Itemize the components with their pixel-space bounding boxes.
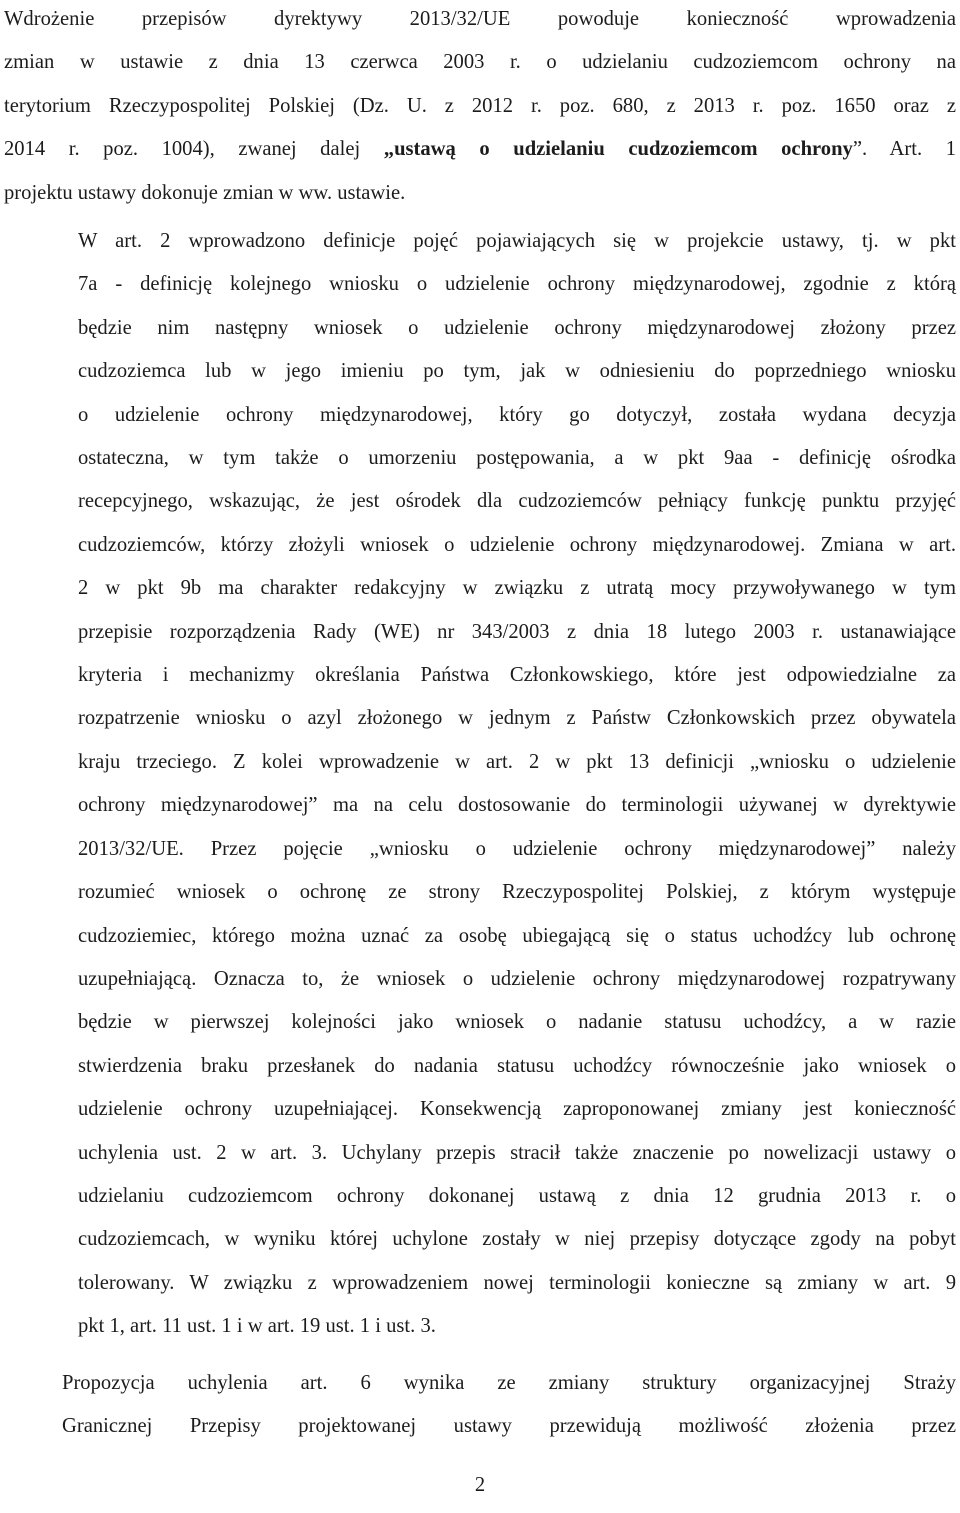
paragraph-line: W art. 2 wprowadzono definicje pojęć pojawiających się w projekcie ustawy, tj. w pkt [78, 230, 956, 252]
paragraph-art-6 [4, 1362, 956, 1449]
paragraph-art-2 [4, 220, 956, 1349]
paragraph-intro [4, 0, 956, 215]
paragraph-line: tolerowany. W związku z wprowadzeniem nowej terminologii konieczne są zmiany w art. 9 [78, 1271, 956, 1294]
paragraph-line: uzupełniającą. Oznacza to, że wniosek o udzielenie ochrony międzynarodowej rozpatrywany [78, 967, 956, 990]
paragraph-line: cudzoziemiec, którego można uznać za osobę ubiegającą się o status uchodźcy lub ochronę [78, 924, 956, 947]
paragraph-line: udzielaniu cudzoziemcom ochrony dokonanej ustawą z dnia 12 grudnia 2013 r. o [78, 1184, 956, 1207]
paragraph-line: projektu ustawy dokonuje zmian w ww. ustawie. [4, 181, 406, 204]
paragraph-line: rozpatrzenie wniosku o azyl złożonego w jednym z Państw Członkowskich przez obywatela [78, 707, 956, 730]
paragraph-line: 2013/32/UE. Przez pojęcie „wniosku o udzielenie ochrony międzynarodowej” należy [78, 837, 956, 860]
paragraph-line: będzie w pierwszej kolejności jako wniosek o nadanie statusu uchodźcy, a w razie [78, 1011, 956, 1034]
paragraph-line: stwierdzenia braku przesłanek do nadania statusu uchodźcy równocześnie jako wniosek o [78, 1054, 956, 1077]
paragraph-line: cudzoziemcach, w wyniku której uchylone zostały w niej przepisy dotyczące zgody na pobyt [78, 1228, 956, 1251]
paragraph-line: pkt 1, art. 11 ust. 1 i w art. 19 ust. 1 i ust. 3. [78, 1315, 436, 1338]
paragraph-line: 7a - definicję kolejnego wniosku o udzielenie ochrony międzynarodowej, zgodnie z którą [78, 273, 956, 296]
paragraph-line: Granicznej Przepisy projektowanej ustawy przewidują możliwość złożenia przez [62, 1415, 956, 1438]
page-number: 2 [474, 1474, 486, 1496]
paragraph-line: recepcyjnego, wskazując, że jest ośrodek dla cudzoziemców pełniący funkcję punktu przyjęć [78, 490, 956, 513]
paragraph-line: ostateczna, w tym także o umorzeniu postępowania, a w pkt 9aa - definicję ośrodka [78, 447, 956, 470]
bold-term: „ustawą o udzielaniu cudzoziemcom ochrony [383, 138, 853, 161]
paragraph-line: uchylenia ust. 2 w art. 3. Uchylany przepis stracił także znaczenie po nowelizacji ustawy o [78, 1141, 956, 1164]
paragraph-line: Propozycja uchylenia art. 6 wynika ze zmiany struktury organizacyjnej Straży [62, 1372, 956, 1394]
paragraph-line: o udzielenie ochrony międzynarodowej, który go dotyczył, została wydana decyzja [78, 403, 956, 426]
paragraph-line: cudzoziemców, którzy złożyli wniosek o udzielenie ochrony międzynarodowej. Zmiana w art. [78, 533, 956, 556]
line-text: ”. Art. 1 [852, 138, 956, 161]
paragraph-line: Wdrożenie przepisów dyrektywy 2013/32/UE powoduje konieczność wprowadzenia [4, 8, 956, 30]
paragraph-line: udzielenie ochrony uzupełniającej. Konsekwencją zaproponowanej zmiany jest konieczność [78, 1098, 956, 1121]
paragraph-line: cudzoziemca lub w jego imieniu po tym, jak w odniesieniu do poprzedniego wniosku [78, 360, 956, 383]
paragraph-line: będzie nim następny wniosek o udzielenie ochrony międzynarodowej złożony przez [78, 316, 956, 339]
paragraph-line: kryteria i mechanizmy określania Państwa Członkowskiego, które jest odpowiedzialne za [78, 664, 956, 687]
paragraph-line: ochrony międzynarodowej” ma na celu dostosowanie do terminologii używanej w dyrektywie [78, 794, 956, 817]
paragraph-line: 2 w pkt 9b ma charakter redakcyjny w związku z utratą mocy przywoływanego w tym [78, 577, 956, 600]
paragraph-line: przepisie rozporządzenia Rady (WE) nr 343/2003 z dnia 18 lutego 2003 r. ustanawiające [78, 620, 956, 643]
paragraph-line [4, 128, 956, 171]
paragraph-line: zmian w ustawie z dnia 13 czerwca 2003 r. o udzielaniu cudzoziemcom ochrony na [4, 51, 956, 74]
line-text: 2014 r. poz. 1004), zwanej dalej [4, 138, 384, 161]
paragraph-line: rozumieć wniosek o ochronę ze strony Rzeczypospolitej Polskiej, z którym występuje [78, 881, 956, 904]
paragraph-line: terytorium Rzeczypospolitej Polskiej (Dz. U. z 2012 r. poz. 680, z 2013 r. poz. 1650 oraz z [4, 94, 956, 117]
paragraph-line: kraju trzeciego. Z kolei wprowadzenie w art. 2 w pkt 13 definicji „wniosku o udzielenie [78, 750, 956, 773]
